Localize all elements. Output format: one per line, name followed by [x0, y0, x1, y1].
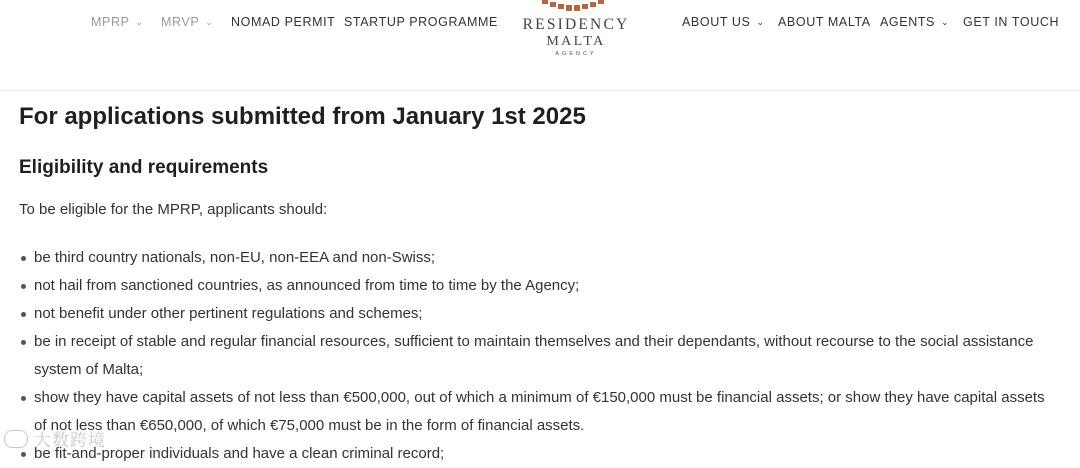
nav-get-in-touch[interactable]: GET IN TOUCH [963, 15, 1060, 29]
list-item: be third country nationals, non-EU, non-EEA and non-Swiss; [19, 244, 1059, 272]
logo-mark-icon [538, 0, 614, 14]
chevron-down-icon: ⌄ [205, 17, 214, 27]
nav-mrvp[interactable] [161, 15, 213, 29]
eligibility-list [19, 244, 1059, 468]
nav-nomad-permit[interactable]: NOMAD PERMIT [231, 15, 336, 29]
nav-about-us-label: ABOUT US [682, 15, 751, 29]
section-subheading: Eligibility and requirements [19, 157, 269, 178]
list-item: be fit-and-proper individuals and have a clean criminal record; [19, 440, 1059, 468]
residency-malta-logo[interactable] [520, 0, 632, 66]
nav-mprp[interactable] [91, 15, 144, 29]
chevron-down-icon: ⌄ [756, 17, 765, 27]
list-item: not benefit under other pertinent regulations and schemes; [19, 300, 1059, 328]
site-header [0, 0, 1080, 91]
page-heading: For applications submitted from January 1st 2025 [19, 103, 586, 130]
watermark-text: 大数跨境 [34, 431, 106, 450]
list-item: be in receipt of stable and regular financial resources, sufficient to maintain themselves and their dependants, without recourse to the social assistance system of Malta; [19, 328, 1059, 384]
nav-agents-label: AGENTS [880, 15, 935, 29]
list-item: show they have capital assets of not less than €500,000, out of which a minimum of €150,000 must be financial assets; or show they have capital assets of not less than €650,000, of which €75,000 must be in the form of financial assets. [19, 384, 1059, 440]
nav-about-us[interactable] [682, 15, 765, 29]
watermark-logo-icon [4, 430, 28, 448]
nav-mprp-label: MPRP [91, 15, 130, 29]
list-item: not hail from sanctioned countries, as announced from time to time by the Agency; [19, 272, 1059, 300]
watermark [4, 426, 106, 451]
intro-text: To be eligible for the MPRP, applicants should: [19, 201, 328, 218]
logo-text-residency: RESIDENCY [522, 16, 630, 33]
nav-about-malta[interactable]: ABOUT MALTA [778, 15, 871, 29]
nav-mrvp-label: MRVP [161, 15, 200, 29]
nav-agents[interactable] [880, 15, 949, 29]
chevron-down-icon: ⌄ [941, 17, 950, 27]
logo-text-malta: MALTA [546, 34, 606, 49]
chevron-down-icon: ⌄ [135, 17, 144, 27]
logo-text-agency: AGENCY [555, 51, 597, 57]
nav-startup-programme[interactable]: STARTUP PROGRAMME [344, 15, 498, 29]
